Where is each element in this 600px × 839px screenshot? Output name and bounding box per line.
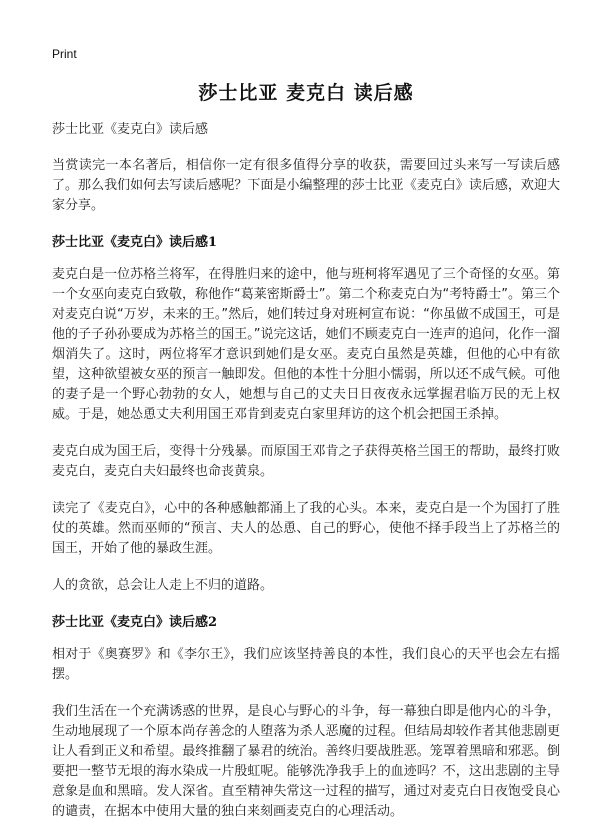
section-1-paragraph: 麦克白成为国王后，变得十分残暴。而原国王邓肯之子获得英格兰国王的帮助，最终打败麦克白，麦克白夫妇最终也命丧黄泉。 (52, 444, 560, 479)
page-title: 莎士比亚 麦克白 读后感 (198, 82, 414, 104)
intro-paragraph: 当赏读完一本名著后，相信你一定有很多值得分享的收获，需要回过头来写一写读后感了。那么我们如何去写读后感呢？下面是小编整理的莎士比亚《麦克白》读后感，欢迎大家分享。 (52, 158, 560, 213)
section-1-heading: 莎士比亚《麦克白》读后感1 (52, 235, 218, 250)
section-1-paragraph: 麦克白是一位苏格兰将军，在得胜归来的途中，他与班柯将军遇见了三个奇怪的女巫。第一个女巫向麦克白致敬，称他作“葛莱密斯爵士”。第二个称麦克白为“考特爵士”。第三个对麦克白说“万岁，未来的王。”然后，她们转过身对班柯宣布说：“你虽做不成国王，可是他的子子孙孙要成为苏格兰的国王。”说完这话，她们不顾麦克白一连声的追问，化作一溜烟消失了。这时，两位将军才意识到她们是女巫。麦克白虽然是英雄，但他的心中有欲望，这种欲望被女巫的预言一触即发。但他的本性十分胆小懦弱，所以还不成气候。可他的妻子是一个野心勃勃的女人，她想与自己的丈夫日日夜夜永远掌握君临万民的无上权威。于是，她怂恿丈夫利用国王邓肯到麦克白家里拜访的这个机会把国王杀掉。 (52, 267, 560, 422)
section-2-heading: 莎士比亚《麦克白》读后感2 (52, 615, 218, 630)
article-subtitle: 莎士比亚《麦克白》读后感 (52, 122, 209, 137)
article-body (52, 120, 560, 839)
section-1-paragraph: 人的贪欲，总会让人走上不归的道路。 (52, 578, 274, 593)
section-2-paragraph: 我们生活在一个充满诱惑的世界，是良心与野心的斗争，每一幕独白即是他内心的斗争，生动地展现了一个原本尚存善念的人堕落为杀人恶魔的过程。但结局却较作者其他悲剧更让人看到正义和希望。最终推翻了暴君的统治。善终归要战胜恶。笼罩着黑暗和邪恶。倒要把一整节无垠的海水染成一片殷虹呢。能够洗净我手上的血迹吗？不，这出悲剧的主导意象是血和黑暗。发人深省。直至精神失常这一过程的描写，通过对麦克白日夜饱受良心的谴责，在据本中使用大量的独白来刻画麦克白的心理活动。 (52, 704, 560, 819)
print-link[interactable]: Print (52, 47, 77, 61)
section-2-paragraph: 相对于《奥赛罗》和《李尔王》，我们应该坚持善良的本性，我们良心的天平也会左右摇摆。 (52, 647, 560, 682)
section-1-paragraph: 读完了《麦克白》，心中的各种感触都涌上了我的心头。本来，麦克白是一个为国打了胜仗的英雄。然而巫师的“预言、夫人的怂恿、自己的野心，使他不择手段当上了苏格兰的国王，开始了他的暴政生涯。 (52, 501, 560, 556)
